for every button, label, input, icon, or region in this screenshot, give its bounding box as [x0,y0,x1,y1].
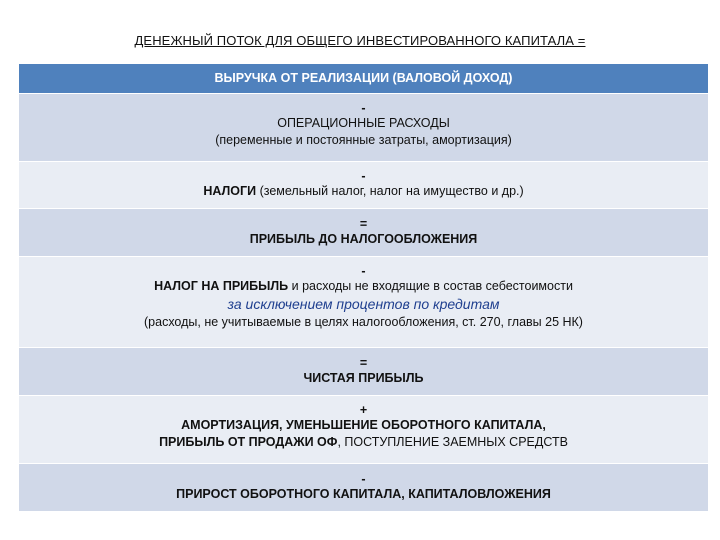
plus-operator: + [359,403,368,417]
additions-line2-rest: , ПОСТУПЛЕНИЕ ЗАЕМНЫХ СРЕДСТВ [337,435,568,449]
row-taxes [19,162,708,209]
cash-flow-table [19,64,708,512]
row-additions [19,396,708,464]
row-revenue [19,64,708,94]
taxes-label: НАЛОГИ [203,184,257,198]
minus-operator: - [361,101,366,115]
row-operating-expenses [19,94,708,162]
minus-operator: - [361,264,366,278]
profit-tax-label: НАЛОГ НА ПРИБЫЛЬ [154,279,289,293]
capex-label: ПРИРОСТ ОБОРОТНОГО КАПИТАЛА, КАПИТАЛОВЛОЖЕНИЯ [176,487,551,501]
net-profit-label: ЧИСТАЯ ПРИБЫЛЬ [303,371,424,385]
additions-line1: АМОРТИЗАЦИЯ, УМЕНЬШЕНИЕ ОБОРОТНОГО КАПИТАЛА, [181,418,546,432]
opex-label: ОПЕРАЦИОННЫЕ РАСХОДЫ [277,116,450,130]
opex-note: (переменные и постоянные затраты, амортизация) [215,133,512,147]
row-capex [19,464,708,512]
additions-line2-bold: ПРИБЫЛЬ ОТ ПРОДАЖИ ОФ [159,435,338,449]
equals-operator: = [359,356,368,370]
profit-tax-emphasis: за исключением процентов по кредитам [227,296,500,312]
profit-tax-note2: (расходы, не учитываемые в целях налогообложения, ст. 270, главы 25 НК) [144,315,583,329]
equals-operator: = [359,217,368,231]
minus-operator: - [361,169,366,183]
row-net-profit [19,348,708,396]
row-profit-tax [19,257,708,348]
minus-operator: - [361,472,366,486]
taxes-note: (земельный налог, налог на имущество и др.) [256,184,524,198]
pretax-label: ПРИБЫЛЬ ДО НАЛОГООБЛОЖЕНИЯ [249,232,478,246]
row-pretax-profit [19,209,708,257]
revenue-label: ВЫРУЧКА ОТ РЕАЛИЗАЦИИ (ВАЛОВОЙ ДОХОД) [214,71,513,85]
page-title: ДЕНЕЖНЫЙ ПОТОК ДЛЯ ОБЩЕГО ИНВЕСТИРОВАННОГО КАПИТАЛА = [134,33,586,48]
profit-tax-note: и расходы не входящие в состав себестоимости [288,279,573,293]
